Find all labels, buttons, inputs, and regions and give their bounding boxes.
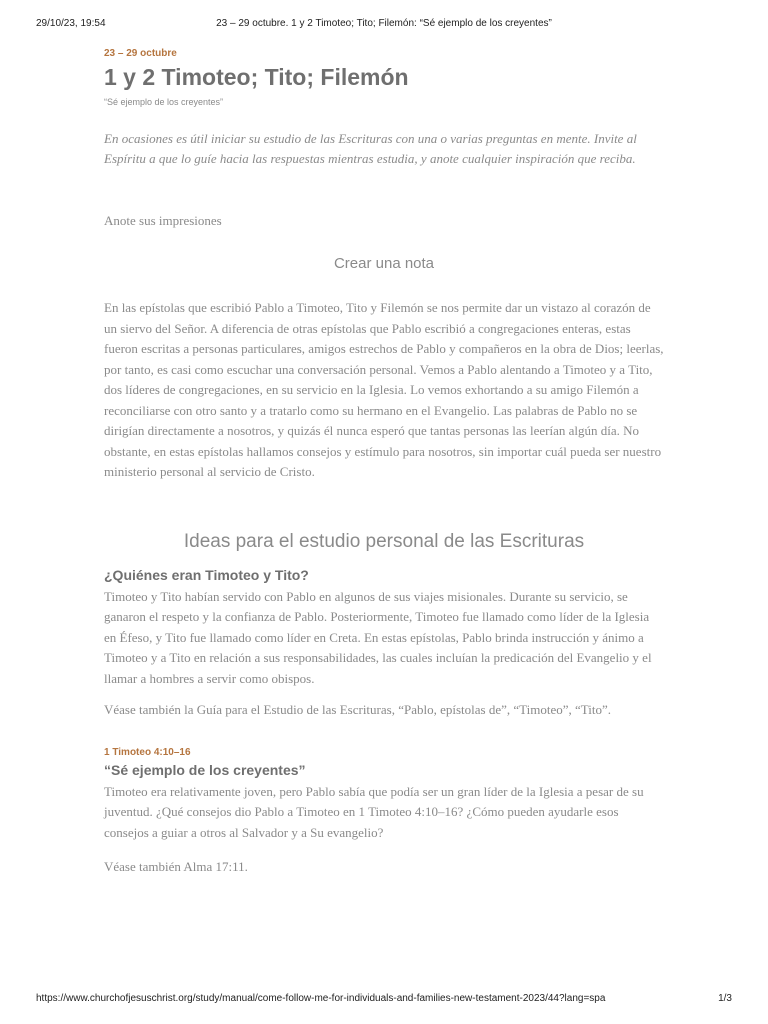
study-section-heading: Ideas para el estudio personal de las Escrituras xyxy=(183,530,585,552)
print-datetime: 29/10/23, 19:54 xyxy=(36,18,106,29)
create-note-button[interactable]: Crear una nota xyxy=(333,255,435,272)
see-also-guide: Véase también la Guía para el Estudio de las Escrituras, “Pablo, epístolas de”, “Timoteo”, “Tito”. xyxy=(104,702,611,717)
example-heading: “Sé ejemplo de los creyentes” xyxy=(104,761,306,778)
notes-label: Anote sus impresiones xyxy=(104,213,222,228)
page-title: 1 y 2 Timoteo; Tito; Filemón xyxy=(104,64,409,90)
scripture-reference-link[interactable]: 1 Timoteo 4:10–16 xyxy=(104,746,191,758)
lesson-subtitle: “Sé ejemplo de los creyentes” xyxy=(104,97,224,107)
intro-paragraph: En ocasiones es útil iniciar su estudio de las Escrituras con una o varias preguntas en mente. Invite al Espíritu a que lo guíe hacia las respuestas mientras estudia, y anote cualquier inspiración que reciba. xyxy=(104,131,637,166)
question-body-timoteo-tito: Timoteo y Tito habían servido con Pablo en algunos de sus viajes misionales. Durante su servicio, se ganaron el respeto y la confianza de Pablo. Posteriormente, Timoteo fue llamado como líder de la Iglesia en Éfeso, y Tito fue llamado como líder en Creta. En estas epístolas, Pablo brinda instrucción y ánimo a Timoteo y a Tito en relación a sus responsabilidades, las cuales incluían la predicación del Evangelio y el llamar a hombres a servir como obispos. xyxy=(104,588,652,686)
date-range: 23 – 29 octubre xyxy=(104,48,177,59)
print-doc-title: 23 – 29 octubre. 1 y 2 Timoteo; Tito; Filemón: “Sé ejemplo de los creyentes” xyxy=(216,18,552,29)
page-indicator: 1/3 xyxy=(718,993,732,1004)
see-also-alma: Véase también Alma 17:11. xyxy=(104,859,248,874)
page-url: https://www.churchofjesuschrist.org/study/manual/come-follow-me-for-individuals-and-families-new-testament-2023/44?lang=spa xyxy=(36,993,606,1004)
lesson-content xyxy=(104,48,664,878)
overview-paragraph: En las epístolas que escribió Pablo a Timoteo, Tito y Filemón se nos permite dar un vistazo al corazón de un siervo del Señor. A diferencia de otras epístolas que Pablo escribió a congregaciones enteras, estas fueron escritas a personas particulares, amigos estrechos de Pablo y compañeros en la obra de Dios; leerlas, por tanto, es casi como escuchar una conversación personal. Vemos a Pablo alentando a Timoteo y a Tito, dos líderes de congregaciones, en su servicio en la Iglesia. Lo vemos exhortando a su amigo Filemón a reconciliarse con otro santo y a tratarlo como su hermano en el Evangelio. Las palabras de Pablo no se dirigían directamente a nosotros, y quizás él nunca esperó que tantas personas las leerían algún día. No obstante, en estas epístolas hallamos consejos y estímulo para nosotros, sin importar cuál pueda ser nuestro ministerio personal al servicio de Cristo. xyxy=(104,300,664,479)
example-body: Timoteo era relativamente joven, pero Pablo sabía que podía ser un gran líder de la Iglesia a pesar de su juventud. ¿Qué consejos dio Pablo a Timoteo en 1 Timoteo 4:10–16? ¿Cómo pueden ayudarle esos consejos a guiar a otros al Salvador y a Su evangelio? xyxy=(104,783,644,840)
question-heading-timoteo-tito: ¿Quiénes eran Timoteo y Tito? xyxy=(104,566,309,583)
